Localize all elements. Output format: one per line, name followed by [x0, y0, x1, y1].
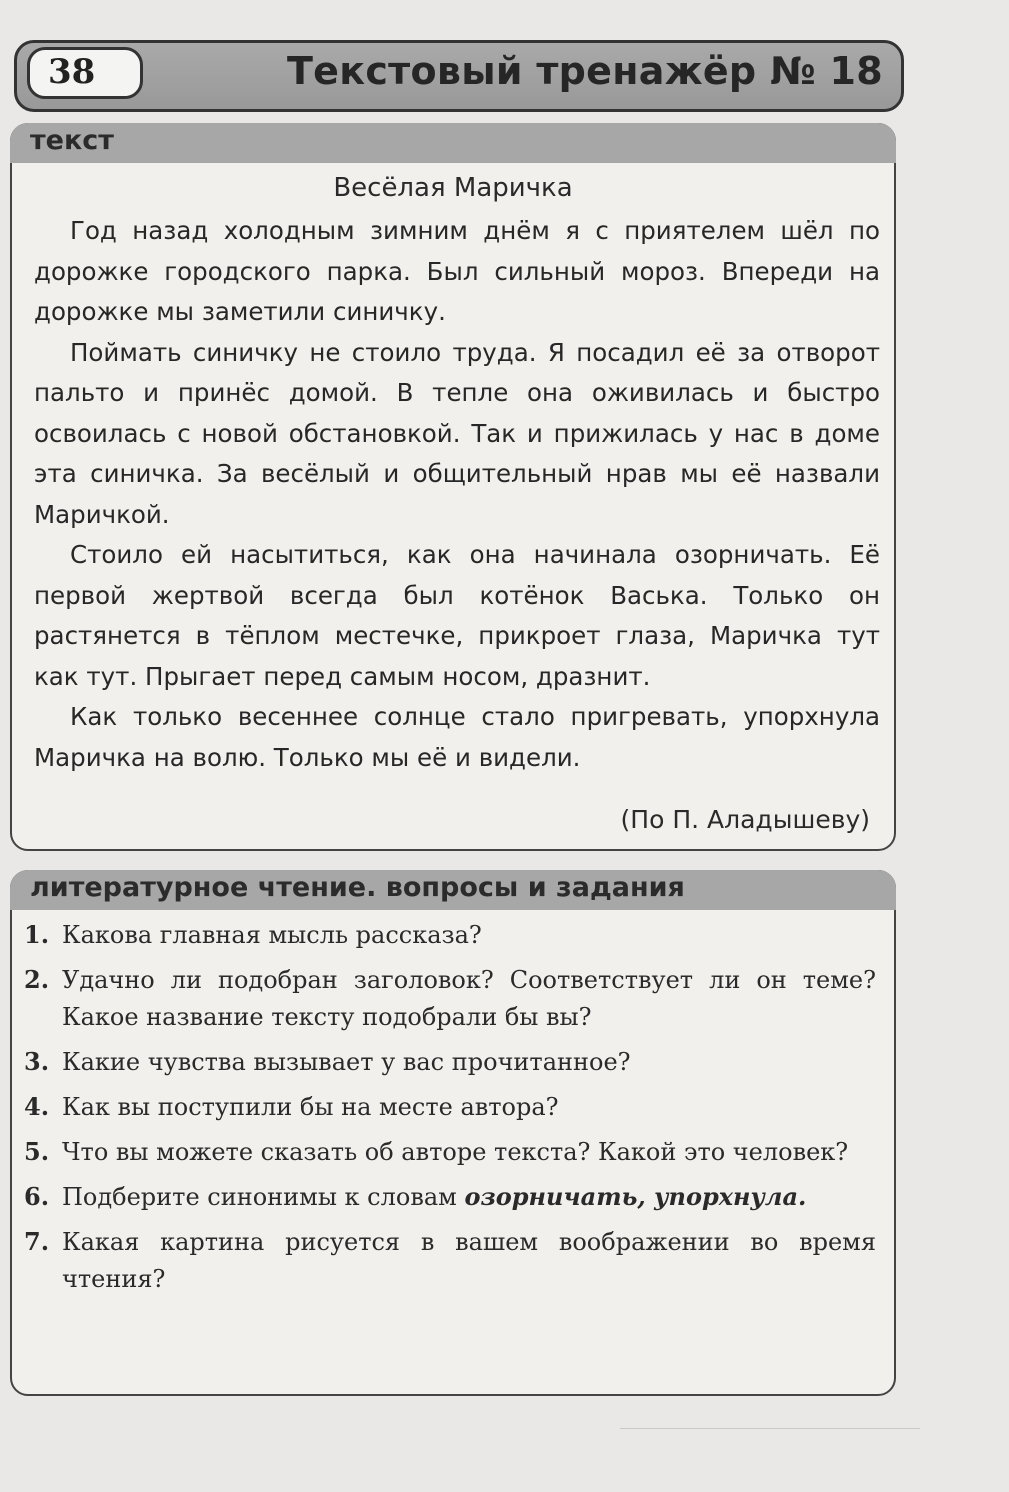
story-paragraph: Стоило ей насытиться, как она начинала озорничать. Её первой жертвой всегда был котёнок Васька. Только он растянется в тёплом местечке, прикроет глаза, Маричка тут как тут. Прыгает перед самым носом, дразнит. — [34, 540, 880, 691]
story-paragraph: Как только весеннее солнце стало пригревать, упорхнула Маричка на волю. Только мы её и видели. — [34, 702, 880, 772]
question-item — [24, 1133, 876, 1171]
question-text: Какова главная мысль рассказа? — [62, 921, 482, 949]
question-number: 1. — [24, 920, 50, 949]
question-item — [24, 1178, 876, 1216]
question-number: 2. — [24, 965, 50, 994]
question-number: 6. — [24, 1182, 50, 1211]
story-source: (По П. Аладышеву) — [620, 805, 870, 834]
page-number: 38 — [27, 47, 143, 99]
question-number: 4. — [24, 1092, 50, 1121]
question-item — [24, 1223, 876, 1298]
story-paragraph: Год назад холодным зимним днём я с приятелем шёл по дорожке городского парка. Был сильный мороз. Впереди на дорожке мы заметили синичку. — [34, 216, 880, 326]
question-text: Подберите синонимы к словам — [62, 1183, 465, 1211]
question-emphasis: озорничать, упорхнула. — [464, 1182, 807, 1211]
question-item — [24, 1088, 876, 1126]
page-header — [14, 40, 904, 112]
question-item — [24, 961, 876, 1036]
story-body — [34, 211, 880, 778]
questions-section-label: литературное чтение. вопросы и задания — [10, 870, 896, 910]
question-number: 5. — [24, 1137, 50, 1166]
question-text: Какая картина рисуется в вашем воображении во время чтения? — [62, 1228, 876, 1293]
questions-box — [10, 870, 896, 1396]
story-title: Весёлая Маричка — [333, 173, 573, 203]
question-text: Как вы поступили бы на месте автора? — [62, 1093, 559, 1121]
question-number: 7. — [24, 1227, 50, 1256]
question-text: Что вы можете сказать об авторе текста? Какой это человек? — [62, 1138, 849, 1166]
question-item — [24, 916, 876, 954]
question-text: Какие чувства вызывает у вас прочитанное? — [62, 1048, 631, 1076]
question-item — [24, 1043, 876, 1081]
question-text: Удачно ли подобран заголовок? Соответствует ли он теме? Какое название тексту подобрали бы вы? — [62, 966, 876, 1031]
questions-list — [24, 916, 876, 1305]
text-section-label: текст — [10, 123, 896, 163]
question-number: 3. — [24, 1047, 50, 1076]
page-title: Текстовый тренажёр № 18 — [286, 49, 883, 93]
text-box — [10, 123, 896, 851]
story-paragraph: Поймать синичку не стоило труда. Я посадил её за отворот пальто и принёс домой. В тепле она оживилась и быстро освоилась с новой обстановкой. Так и прижилась у нас в доме эта синичка. За весёлый и общительный нрав мы её назвали Маричкой. — [34, 337, 880, 529]
bottom-divider — [620, 1428, 920, 1429]
